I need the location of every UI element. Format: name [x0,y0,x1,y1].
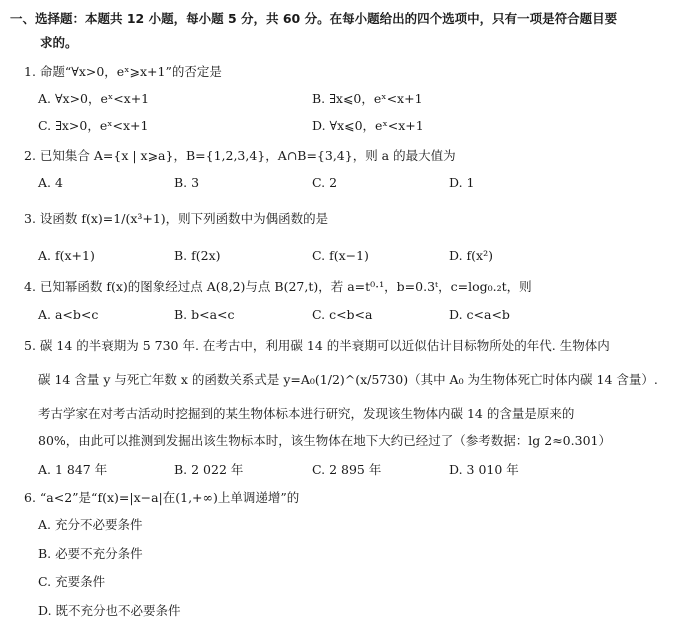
q4-option-c[interactable]: C. c<b<a [312,307,373,322]
q4-stem: 4. 已知幂函数 f(x)的图象经过点 A(8,2)与点 B(27,t)，若 a=t⁰·¹，b=0.3ᵗ，c=log₀.₂t，则 [24,279,532,294]
q5-option-b[interactable]: B. 2 022 年 [174,462,244,477]
q6-option-a[interactable]: A. 充分不必要条件 [38,517,143,532]
q6-option-c[interactable]: C. 充要条件 [38,574,106,589]
q1-option-c[interactable]: C. ∃x>0，eˣ<x+1 [38,118,149,133]
q4-option-b[interactable]: B. b<a<c [174,307,235,322]
q3-option-b[interactable]: B. f(2x) [174,248,221,263]
q5-stem-line3: 考古学家在对考古活动时挖掘到的某生物体标本进行研究，发现该生物体内碳 14 的含量是原来的 [38,406,575,421]
q2-option-c[interactable]: C. 2 [312,175,338,190]
q6-option-b[interactable]: B. 必要不充分条件 [38,546,143,561]
q2-stem: 2. 已知集合 A={x | x⩾a}，B={1,2,3,4}，A∩B={3,4}，则 a 的最大值为 [24,148,456,163]
q5-stem-line4: 80%，由此可以推测到发掘出该生物标本时，该生物体在地下大约已经过了（参考数据：lg 2≈0.301） [38,433,611,448]
q3-option-d[interactable]: D. f(x²) [449,248,493,263]
q4-option-d[interactable]: D. c<a<b [449,307,510,322]
q1-option-d[interactable]: D. ∀x⩽0，eˣ<x+1 [312,118,424,133]
q6-option-d[interactable]: D. 既不充分也不必要条件 [38,603,181,618]
section-heading: 一、选择题：本题共 12 小题，每小题 5 分，共 60 分。在每小题给出的四个选项中，只有一项是符合题目要 [10,11,618,26]
q1-option-b[interactable]: B. ∃x⩽0，eˣ<x+1 [312,91,423,106]
q1-stem: 1. 命题“∀x>0，eˣ⩾x+1”的否定是 [24,64,222,79]
q5-option-c[interactable]: C. 2 895 年 [312,462,382,477]
q3-stem: 3. 设函数 f(x)=1/(x³+1)，则下列函数中为偶函数的是 [24,211,329,226]
q2-option-d[interactable]: D. 1 [449,175,475,190]
q4-option-a[interactable]: A. a<b<c [38,307,99,322]
q3-option-c[interactable]: C. f(x−1) [312,248,369,263]
q5-stem-line1: 5. 碳 14 的半衰期为 5 730 年. 在考古中，利用碳 14 的半衰期可以近似估计目标物所处的年代. 生物体内 [24,338,610,353]
q2-option-a[interactable]: A. 4 [38,175,63,190]
q6-stem: 6. “a<2”是“f(x)=|x−a|在(1,+∞)上单调递增”的 [24,490,300,505]
q5-option-a[interactable]: A. 1 847 年 [38,462,108,477]
q3-option-a[interactable]: A. f(x+1) [38,248,95,263]
q2-option-b[interactable]: B. 3 [174,175,200,190]
section-heading-cont: 求的。 [40,35,78,50]
q1-option-a[interactable]: A. ∀x>0，eˣ<x+1 [38,91,150,106]
q5-stem-line2: 碳 14 含量 y 与死亡年数 x 的函数关系式是 y=A₀(1/2)^(x/5730)（其中 A₀ 为生物体死亡时体内碳 14 含量）. [38,372,658,387]
q5-option-d[interactable]: D. 3 010 年 [449,462,519,477]
